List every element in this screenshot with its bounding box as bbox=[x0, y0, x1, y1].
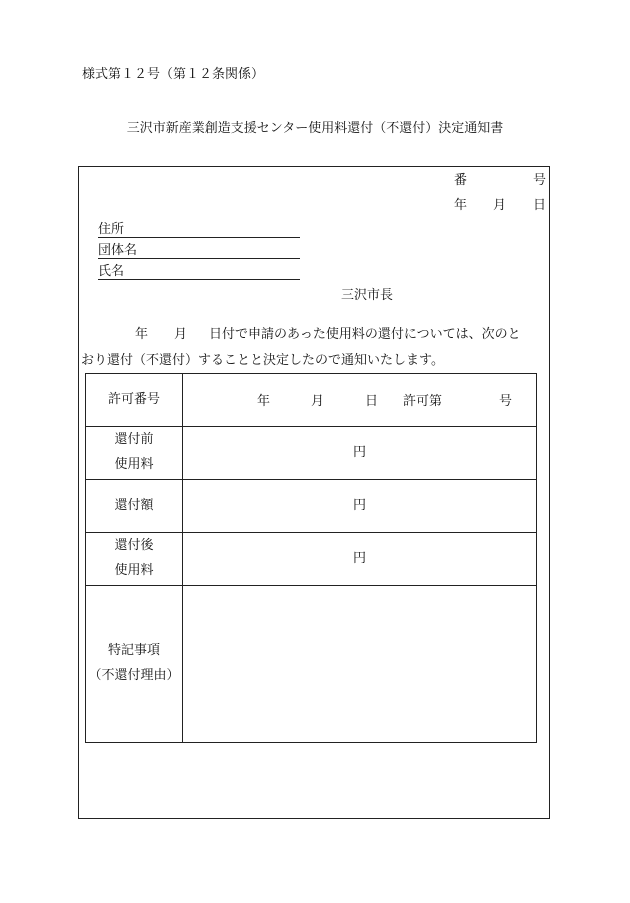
date-month-label: 月 bbox=[493, 198, 507, 213]
permit-number-value[interactable] bbox=[183, 374, 537, 427]
fee-before-refund-label bbox=[86, 427, 183, 480]
notes-label-1: 特記事項 bbox=[107, 643, 160, 659]
organization-field[interactable] bbox=[98, 244, 300, 259]
refund-details-table bbox=[85, 373, 537, 743]
fee-after-label-1: 還付後 bbox=[114, 538, 154, 554]
organization-label: 団体名 bbox=[98, 243, 138, 258]
table-row bbox=[86, 427, 537, 480]
date-year-label: 年 bbox=[454, 198, 468, 213]
document-title: 三沢市新産業創造支援センター使用料還付（不還付）決定通知書 bbox=[126, 121, 504, 136]
permit-number-label: 許可番号 bbox=[86, 374, 183, 427]
fee-after-label-2: 使用料 bbox=[114, 563, 154, 578]
permit-year: 年 bbox=[257, 394, 271, 409]
body-text-line-1 bbox=[81, 328, 547, 341]
fee-after-refund-label bbox=[86, 533, 183, 586]
body-month: 月 bbox=[174, 327, 188, 342]
table-row bbox=[86, 374, 537, 427]
form-number: 様式第１２号（第１２条関係） bbox=[82, 67, 265, 82]
document-number-ban: 番 bbox=[454, 173, 468, 188]
address-label: 住所 bbox=[98, 222, 125, 237]
name-label: 氏名 bbox=[98, 264, 125, 279]
yen-unit: 円 bbox=[352, 497, 366, 513]
yen-unit: 円 bbox=[352, 550, 366, 566]
special-notes-value[interactable] bbox=[183, 586, 537, 743]
refund-amount-label: 還付額 bbox=[86, 480, 183, 533]
permit-kyoka: 許可第 bbox=[403, 394, 443, 409]
permit-day: 日 bbox=[365, 394, 379, 409]
body-year: 年 bbox=[135, 327, 149, 342]
special-notes-label bbox=[86, 586, 183, 743]
body-line1-text: 日付で申請のあった使用料の還付については、次のと bbox=[209, 327, 521, 342]
permit-month: 月 bbox=[311, 394, 325, 409]
yen-unit: 円 bbox=[352, 444, 366, 460]
fee-after-refund-value[interactable] bbox=[183, 533, 537, 586]
fee-before-label-1: 還付前 bbox=[114, 432, 154, 448]
permit-go: 号 bbox=[499, 394, 513, 409]
fee-before-label-2: 使用料 bbox=[114, 457, 154, 472]
table-row bbox=[86, 533, 537, 586]
table-row bbox=[86, 586, 537, 743]
body-text-line-2: おり還付（不還付）することと決定したので通知いたします。 bbox=[81, 353, 444, 368]
document-number-go: 号 bbox=[533, 173, 547, 188]
date-day-label: 日 bbox=[533, 198, 547, 213]
fee-before-refund-value[interactable] bbox=[183, 427, 537, 480]
table-row bbox=[86, 480, 537, 533]
issuer-title: 三沢市長 bbox=[341, 288, 394, 303]
refund-amount-value[interactable] bbox=[183, 480, 537, 533]
name-field[interactable] bbox=[98, 265, 300, 280]
address-field[interactable] bbox=[98, 223, 300, 238]
notes-label-2: （不還付理由） bbox=[88, 668, 180, 683]
